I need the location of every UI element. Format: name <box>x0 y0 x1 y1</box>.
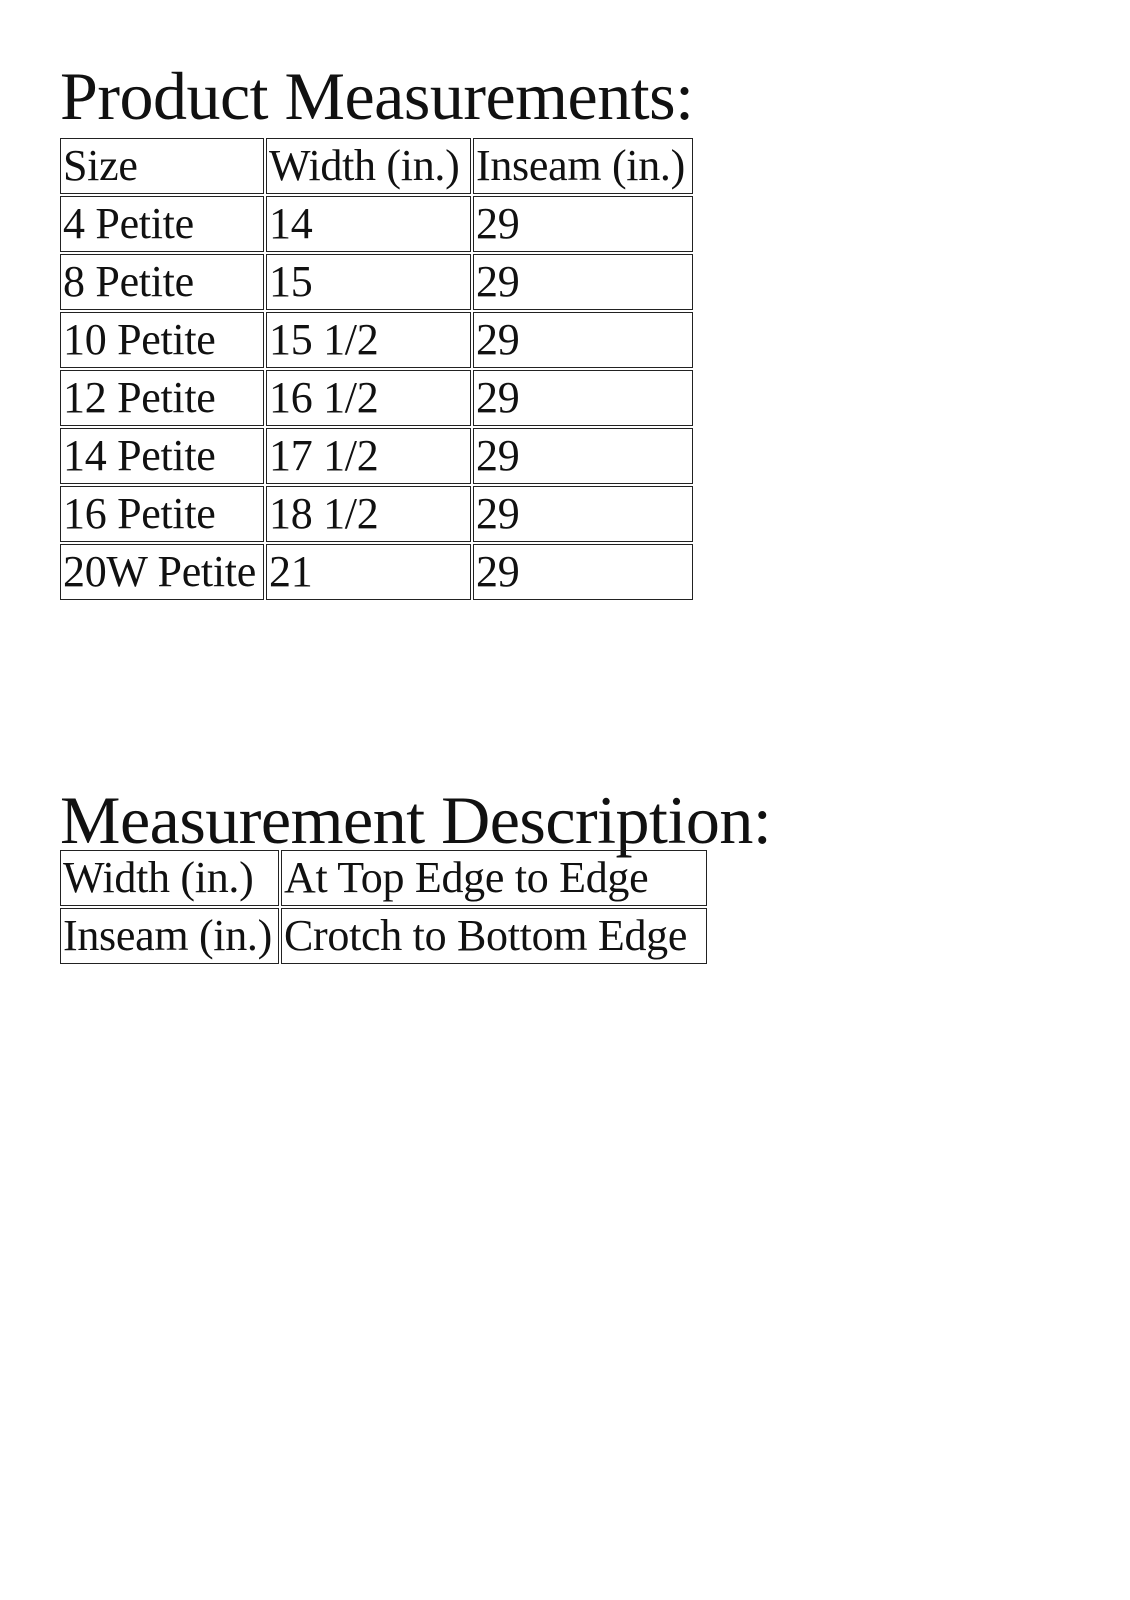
inseam-cell: 29 <box>473 370 693 426</box>
size-cell: 20W Petite <box>60 544 264 600</box>
header-inseam: Inseam (in.) <box>473 138 693 194</box>
width-cell: 15 <box>266 254 471 310</box>
product-measurements-table <box>58 136 695 602</box>
measurement-description-table <box>58 848 709 966</box>
table-row <box>60 486 693 542</box>
table-row <box>60 196 693 252</box>
measurement-description-cell: Crotch to Bottom Edge <box>281 908 707 964</box>
size-cell: 14 Petite <box>60 428 264 484</box>
header-size: Size <box>60 138 264 194</box>
product-measurements-title: Product Measurements: <box>60 58 694 134</box>
measurement-description-title: Measurement Description: <box>60 782 772 858</box>
inseam-cell: 29 <box>473 544 693 600</box>
inseam-cell: 29 <box>473 312 693 368</box>
size-cell: 12 Petite <box>60 370 264 426</box>
header-width: Width (in.) <box>266 138 471 194</box>
table-row <box>60 312 693 368</box>
width-cell: 18 1/2 <box>266 486 471 542</box>
size-cell: 8 Petite <box>60 254 264 310</box>
inseam-cell: 29 <box>473 428 693 484</box>
inseam-cell: 29 <box>473 196 693 252</box>
table-row <box>60 428 693 484</box>
inseam-cell: 29 <box>473 254 693 310</box>
width-cell: 15 1/2 <box>266 312 471 368</box>
table-row <box>60 254 693 310</box>
width-cell: 17 1/2 <box>266 428 471 484</box>
table-row <box>60 850 707 906</box>
width-cell: 16 1/2 <box>266 370 471 426</box>
width-cell: 21 <box>266 544 471 600</box>
table-row <box>60 544 693 600</box>
measurement-name-cell: Width (in.) <box>60 850 279 906</box>
measurement-description-cell: At Top Edge to Edge <box>281 850 707 906</box>
table-header-row <box>60 138 693 194</box>
table-row <box>60 908 707 964</box>
size-cell: 4 Petite <box>60 196 264 252</box>
measurement-name-cell: Inseam (in.) <box>60 908 279 964</box>
table-row <box>60 370 693 426</box>
width-cell: 14 <box>266 196 471 252</box>
size-cell: 16 Petite <box>60 486 264 542</box>
size-cell: 10 Petite <box>60 312 264 368</box>
inseam-cell: 29 <box>473 486 693 542</box>
